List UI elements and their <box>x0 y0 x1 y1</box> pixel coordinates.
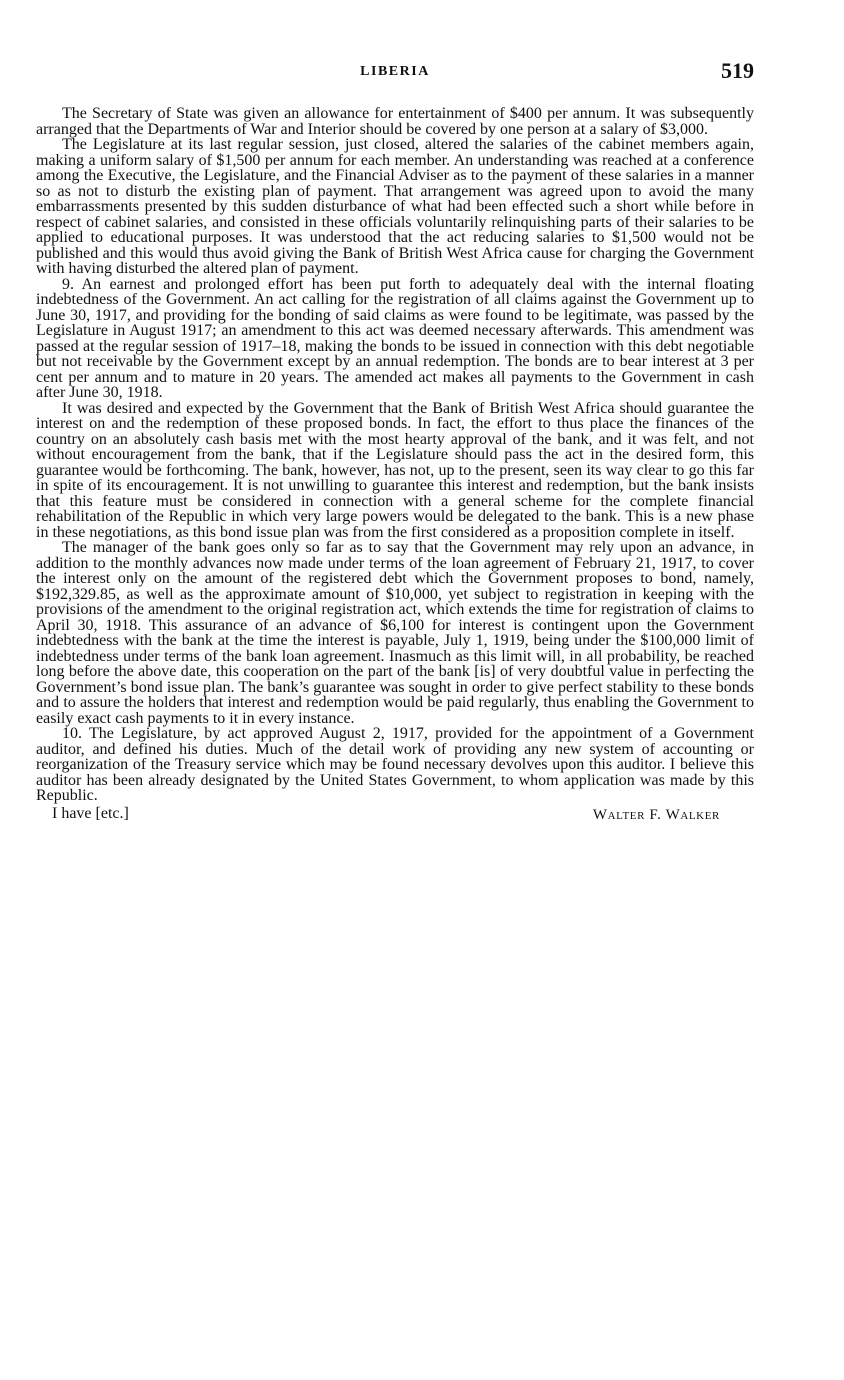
paragraph-government-auditor: 10. The Legislature, by act approved August 2, 1917, provided for the appointment of a Government auditor, and defined his duties. Much of the detail work of providing any new system of accounting or reorganization of the Treasury service which may be found necessary devolves upon this auditor. I believe this auditor has been already designated by the United States Government, to whom application was made by this Republic. <box>36 725 754 804</box>
running-title: LIBERIA <box>360 64 430 79</box>
body-text <box>36 106 754 804</box>
paragraph-cabinet-salaries: The Legislature at its last regular session, just closed, altered the salaries of the cabinet members again, making a uniform salary of $1,500 per annum for each member. An understanding was reached at a conference among the Executive, the Legislature, and the Financial Adviser as to the payment of these salaries in a manner so as not to disturb the existing plan of payment. That arrangement was agreed upon to avoid the many embarrassments presented by this sudden disturbance of what had been effected such a short while before in respect of cabinet salaries, and consisted in these officials voluntarily relinquishing parts of their salaries to be applied to educational purposes. It was understood that the act reducing salaries to $1,500 would not be published and this would thus avoid giving the Bank of British West Africa cause for charging the Government with having disturbed the altered plan of payment. <box>36 136 754 277</box>
paragraph-bank-advance: The manager of the bank goes only so far as to say that the Government may rely upon an advance, in addition to the monthly advances now made under terms of the loan agreement of February 21, 1917, to cover the interest only on the amount of the registered debt which the Government proposes to bond, namely, $192,329.85, as well as the approximate amount of $10,000, yet subject to registration in keeping with the provisions of the amendment to the original registration act, which extends the time for registration of claims to April 30, 1918. This assurance of an advance of $6,100 for interest is contingent upon the Government indebtedness with the bank at the time the interest is payable, July 1, 1919, being under the $100,000 limit of indebtedness under terms of the bank loan agreement. Inasmuch as this limit will, in all probability, be reached long before the above date, this cooperation on the part of the bank [is] of very doubtful value in perfecting the Government’s bond issue plan. The bank’s guarantee was sought in order to give perfect stability to these bonds and to assure the holders that interest and redemption would be paid regularly, thus enabling the Government to easily exact cash payments to it in every instance. <box>36 539 754 727</box>
paragraph-floating-indebtedness: 9. An earnest and prolonged effort has been put forth to adequately deal with the internal floating indebtedness of the Government. An act calling for the registration of all claims against the Government up to June 30, 1917, and providing for the bonding of said claims as were found to be legitimate, was passed by the Legislature in August 1917; an amendment to this act was deemed necessary afterwards. This amendment was passed at the regular session of 1917–18, making the bonds to be issued in connection with this debt negotiable but not receivable by the Government except by an annual redemption. The bonds are to bear interest at 3 per cent per annum and to mature in 20 years. The amended act makes all payments to the Government in cash after June 30, 1918. <box>36 275 754 401</box>
document-page <box>36 58 754 825</box>
closing-salutation: I have [etc.] <box>52 804 129 822</box>
signature: Walter F. Walker <box>592 806 720 823</box>
running-header <box>36 58 754 86</box>
paragraph-entertainment-allowance: The Secretary of State was given an allowance for entertainment of $400 per annum. It was subsequently arranged that the Departments of War and Interior should be covered by one person at a salary of $3,000. <box>36 105 754 138</box>
closing-block <box>36 805 754 825</box>
page-number: 519 <box>721 58 754 83</box>
paragraph-bank-guarantee: It was desired and expected by the Government that the Bank of British West Africa should guarantee the interest on and the redemption of these proposed bonds. In fact, the effort to thus place the finances of the country on an absolutely cash basis met with the most hearty approval of the bank, and it was felt, and not without encouragement from the bank, that if the Legislature should pass the act in the desired form, this guarantee would be forthcoming. The bank, however, has not, up to the present, seen its way clear to go this far in spite of its encouragement. It is not unwilling to guarantee this interest and redemption, but the bank insists that this feature must be considered in connection with a general scheme for the complete financial rehabilitation of the Republic in which very large powers would be delegated to the bank. This is a new phase in these negotiations, as this bond issue plan was from the first considered as a proposition complete in itself. <box>36 399 754 541</box>
